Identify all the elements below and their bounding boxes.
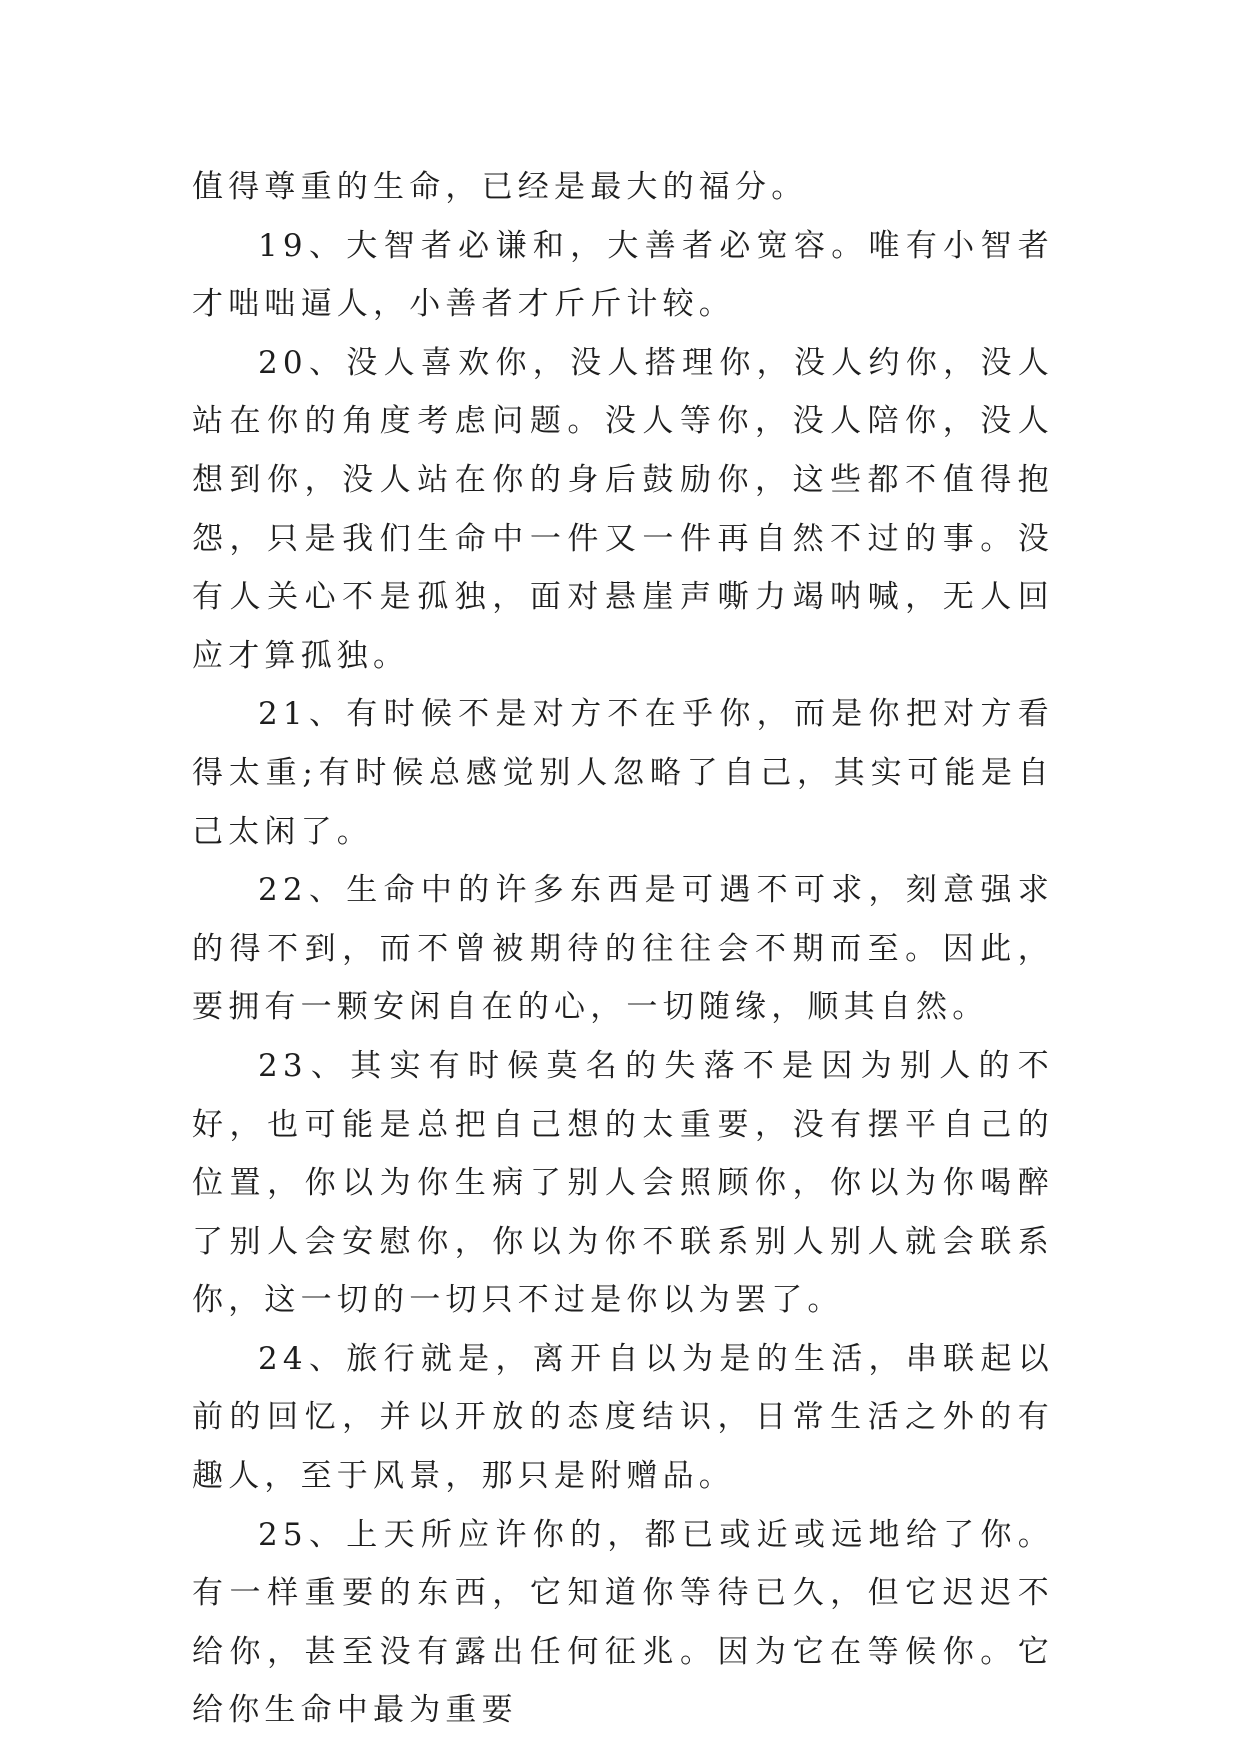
paragraph-19: 19、大智者必谦和，大善者必宽容。唯有小智者才咄咄逼人，小善者才斤斤计较。 <box>192 227 1054 323</box>
paragraph-22: 22、生命中的许多东西是可遇不可求，刻意强求的得不到，而不曾被期待的往往会不期而至。因此，要拥有一颗安闲自在的心，一切随缘，顺其自然。 <box>192 872 1054 1026</box>
paragraph-20: 20、没人喜欢你，没人搭理你，没人约你，没人站在你的角度考虑问题。没人等你，没人陪你，没人想到你，没人站在你的身后鼓励你，这些都不值得抱怨，只是我们生命中一件又一件再自然不过的事。没有人关心不是孤独，面对悬崖声嘶力竭呐喊，无人回应才算孤独。 <box>192 344 1054 674</box>
paragraph-25: 25、上天所应许你的，都已或近或远地给了你。有一样重要的东西，它知道你等待已久，但它迟迟不给你，甚至没有露出任何征兆。因为它在等候你。它给你生命中最为重要 <box>192 1516 1054 1729</box>
document-body <box>192 158 1054 1740</box>
paragraph-24: 24、旅行就是，离开自以为是的生活，串联起以前的回忆，并以开放的态度结识，日常生活之外的有趣人，至于风景，那只是附赠品。 <box>192 1340 1054 1495</box>
paragraph-23: 23、其实有时候莫名的失落不是因为别人的不好，也可能是总把自己想的太重要，没有摆平自己的位置，你以为你生病了别人会照顾你，你以为你喝醉了别人会安慰你，你以为你不联系别人别人就会联系你，这一切的一切只不过是你以为罢了。 <box>192 1047 1054 1319</box>
paragraph-18-continuation: 值得尊重的生命，已经是最大的福分。 <box>192 169 808 205</box>
paragraph-21: 21、有时候不是对方不在乎你，而是你把对方看得太重;有时候总感觉别人忽略了自己，其实可能是自己太闲了。 <box>192 696 1054 850</box>
